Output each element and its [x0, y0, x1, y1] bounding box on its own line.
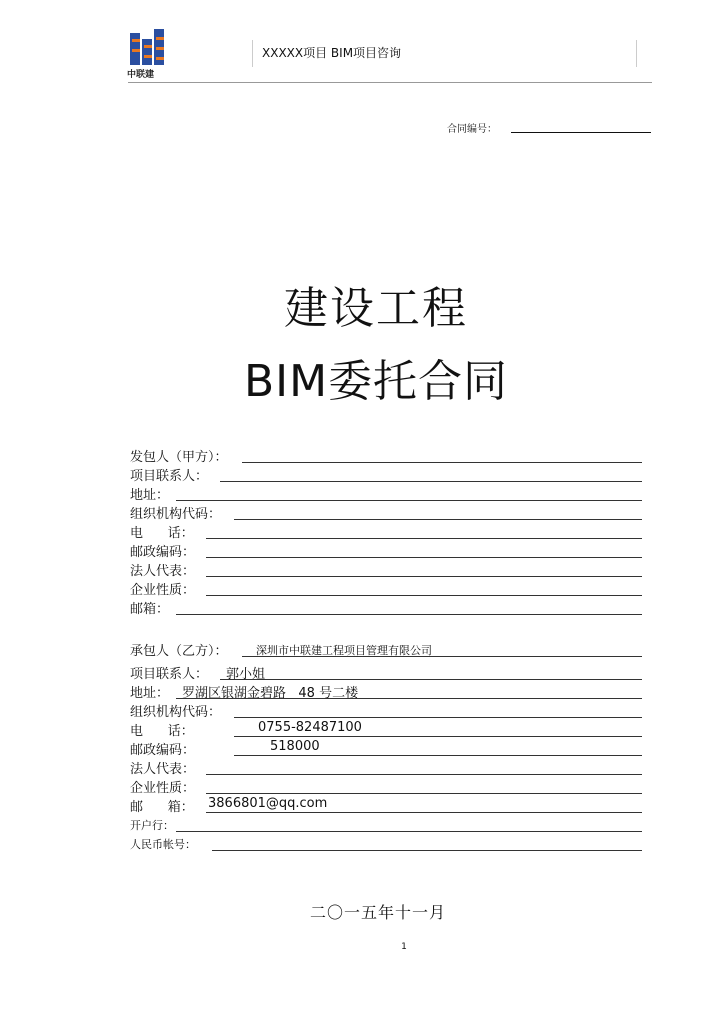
header-title: XXXXX项目 BIM项目咨询 — [262, 46, 402, 60]
logo-text: 中联建 — [127, 70, 155, 80]
document-title-line2: BIM委托合同 — [243, 356, 509, 407]
party-a-row — [130, 560, 642, 579]
field-label: 企业性质： — [130, 583, 196, 598]
field-underline — [206, 538, 642, 539]
document-date: 二〇一五年十一月 — [309, 903, 446, 922]
field-value: 0755-82487100 — [258, 720, 362, 735]
field-underline — [220, 679, 642, 680]
contract-number-field — [511, 132, 651, 133]
field-underline — [176, 698, 642, 699]
field-value: 郭小姐 — [226, 667, 266, 682]
field-label: 开户行： — [130, 819, 174, 832]
field-underline — [206, 595, 642, 596]
field-label: 电 话： — [130, 526, 194, 541]
field-label: 组织机构代码： — [130, 705, 222, 720]
field-underline — [234, 717, 642, 718]
field-value: 罗湖区银湖金碧路 48 号二楼 — [182, 686, 359, 701]
field-underline — [234, 519, 642, 520]
header-divider — [128, 82, 652, 83]
field-underline — [176, 831, 642, 832]
field-label: 项目联系人： — [130, 469, 209, 484]
field-label: 地址： — [130, 686, 170, 701]
party-a-row — [130, 446, 642, 465]
party-b-row — [130, 739, 642, 758]
field-underline — [176, 614, 642, 615]
party-b-row — [130, 682, 642, 701]
field-underline — [220, 481, 642, 482]
party-a-row — [130, 541, 642, 560]
field-underline — [206, 557, 642, 558]
party-b-row — [130, 758, 642, 777]
field-underline — [206, 793, 642, 794]
field-underline — [234, 736, 642, 737]
party-a-row — [130, 522, 642, 541]
field-label: 企业性质： — [130, 781, 196, 796]
field-value: 3866801@qq.com — [208, 796, 328, 811]
field-underline — [212, 850, 642, 851]
field-label: 组织机构代码： — [130, 507, 222, 522]
contract-number-label: 合同编号： — [447, 124, 497, 135]
field-label: 发包人（甲方）： — [130, 450, 228, 465]
party-b-row — [130, 640, 642, 659]
field-underline — [242, 656, 642, 657]
field-underline — [206, 812, 642, 813]
party-b-row — [130, 815, 642, 834]
party-a-row — [130, 598, 642, 617]
field-label: 邮政编码： — [130, 743, 196, 758]
page-number: 1 — [401, 942, 407, 952]
field-label: 邮政编码： — [130, 545, 196, 560]
field-label: 电 话： — [130, 724, 194, 739]
field-label: 地址： — [130, 488, 170, 503]
field-underline — [242, 462, 642, 463]
party-b-row — [130, 720, 642, 739]
field-underline — [176, 500, 642, 501]
field-label: 邮箱： — [130, 602, 170, 617]
field-label: 项目联系人： — [130, 667, 209, 682]
field-value: 518000 — [270, 739, 320, 754]
party-b-row — [130, 796, 642, 815]
party-b-row — [130, 777, 642, 796]
party-a-row — [130, 465, 642, 484]
party-a-row — [130, 484, 642, 503]
field-value: 深圳市中联建工程项目管理有限公司 — [256, 644, 432, 657]
field-label: 邮 箱： — [130, 800, 194, 815]
field-label: 法人代表： — [130, 564, 196, 579]
field-underline — [234, 755, 642, 756]
field-label: 承包人（乙方）： — [130, 644, 228, 659]
field-label: 人民币帐号： — [130, 838, 196, 851]
field-underline — [206, 774, 642, 775]
field-label: 法人代表： — [130, 762, 196, 777]
party-a-row — [130, 503, 642, 522]
document-title-line1: 建设工程 — [284, 283, 468, 334]
party-b-row — [130, 663, 642, 682]
field-underline — [206, 576, 642, 577]
party-b-row — [130, 834, 642, 853]
party-a-row — [130, 579, 642, 598]
party-b-row — [130, 701, 642, 720]
